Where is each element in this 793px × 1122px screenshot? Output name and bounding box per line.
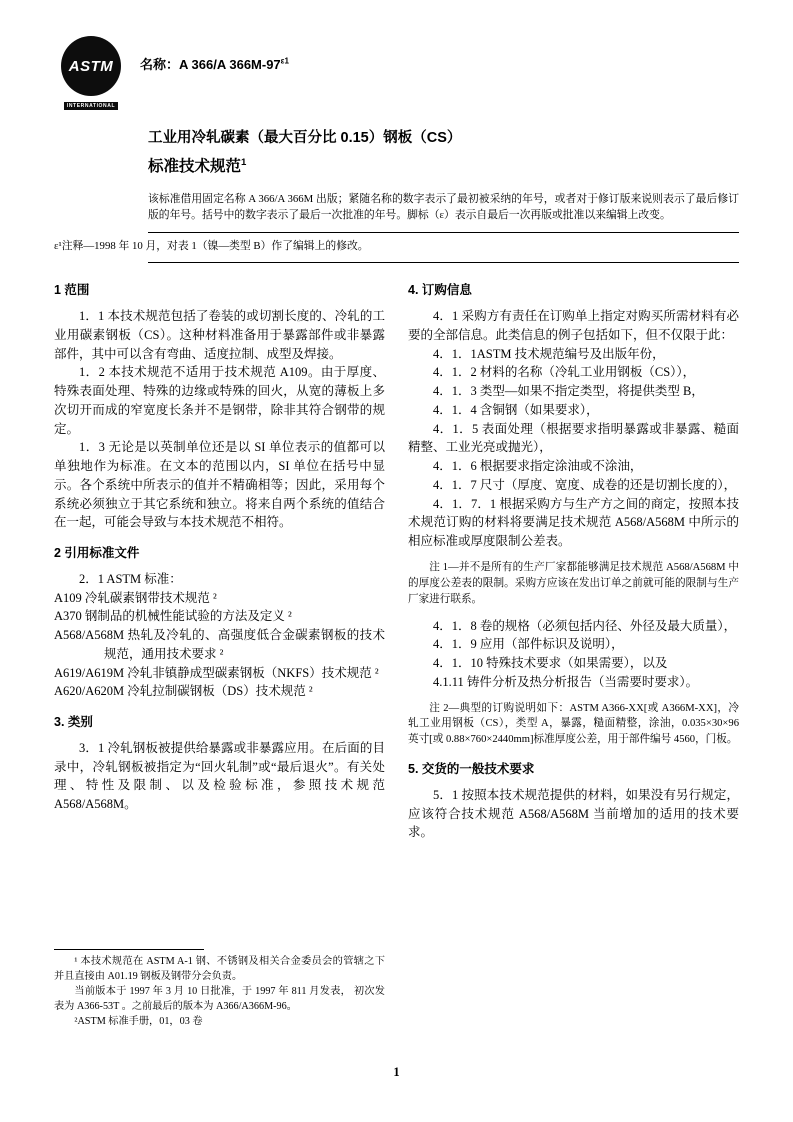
document-subtitle — [148, 154, 739, 176]
footnote-block — [54, 939, 385, 1029]
paragraph-1-2: 1．2 本技术规范不适用于技术规范 A109。由于厚度、特殊表面处理、特殊的边缘或特殊的回火，从宽的薄板上多次切开而成的窄宽度长条并不是钢带，除非其符合钢带的规定。 — [54, 365, 385, 436]
designation — [140, 54, 289, 73]
astm-seal-icon — [63, 38, 119, 94]
paragraph-4-1: 4．1 采购方有责任在订购单上指定对购买所需材料有必要的全部信息。此类信息的例子包括如下，但不仅限于此： — [408, 309, 739, 342]
horizontal-rule-top — [148, 232, 739, 233]
section-5-heading: 5. 交货的一般技术要求 — [408, 762, 535, 777]
document-header — [54, 38, 739, 112]
footnote-1: ¹ 本技术规范在 ASTM A-1 钢、不锈钢及相关合金委员会的管辖之下并且直接由 A01.19 钢板及钢带分会负责。 — [54, 956, 385, 983]
section-4-heading: 4. 订购信息 — [408, 283, 472, 298]
ordering-item: 4．1．1ASTM 技术规范编号及出版年份， — [433, 346, 665, 361]
footnote-separator — [54, 949, 204, 950]
reference-item: A109 冷轧碳素钢带技术规范 ² — [54, 590, 217, 605]
ordering-item: 4．1．6 根据要求指定涂油或不涂油， — [433, 459, 643, 474]
footnote-1-continued: 当前版本于 1997 年 3 月 10 日批准，于 1997 年 811 月发表， 初次发表为 A366-53T 。之前最后的版本为 A366/A366M-96。 — [54, 986, 385, 1012]
title-block — [148, 126, 739, 176]
left-column — [54, 281, 385, 1029]
ordering-item: 4．1．4 含铜钢（如果要求）， — [433, 402, 599, 417]
designation-superscript: ε1 — [280, 56, 289, 66]
ordering-item: 4．1．7 尺寸（厚度、宽度、成卷的还是切割长度的）， — [433, 477, 737, 492]
astm-logo — [54, 38, 128, 112]
section-2-heading: 2 引用标准文件 — [54, 546, 140, 561]
astm-logo-text: ASTM — [68, 57, 114, 75]
ordering-item: 4．1．3 类型—如果不指定类型，将提供类型 B， — [433, 384, 704, 399]
ordering-item: 4．1．2 材料的名称（冷轧工业用钢板（CS））， — [433, 365, 696, 380]
reference-item: A620/A620M 冷轧拉制碳钢板（DS）技术规范 ² — [54, 684, 313, 699]
ordering-item: 4．1．5 表面处理（根据要求指明暴露或非暴露、糙面精整、工业光亮或抛光）， — [408, 421, 739, 455]
ordering-item: 4．1．7．1 根据采购方与生产方之间的商定，按照本技术规范订购的材料将要满足技术规范 A568/A568M 中所示的相应标准或厚度限制公差表。 — [408, 496, 739, 549]
paragraph-2-1: 2．1 ASTM 标准： — [79, 571, 182, 586]
paragraph-3-1: 3．1 冷轧钢板被提供给暴露或非暴露应用。在后面的目录中，冷轧钢板被指定为“回火轧制”或“最后退火”。有关处理、特性及限制、以及检验标准，参照技术规范 A568/A568M。 — [54, 740, 385, 812]
horizontal-rule-bottom — [148, 262, 739, 263]
astm-logo-subtext: INTERNATIONAL — [64, 102, 118, 110]
document-subtitle-text: 标准技术规范 — [148, 158, 242, 175]
designation-label: 名称： — [140, 57, 180, 72]
epsilon-note: ε¹注释—1998 年 10 月，对表 1（镍—类型 B）作了编辑上的修改。 — [54, 240, 369, 253]
paragraph-1-3: 1．3 无论是以英制单位还是以 SI 单位表示的值都可以单独地作为标准。在文本的范围以内，SI 单位在括号中显示。各个系统中所表示的值并不精确相等；因此，采用每个系统必须独立于其它系统和独立。将来自两个系统的值结合在一起，可能会导致与本技术规范不相符。 — [54, 440, 385, 530]
paragraph-5-1: 5．1 按照本技术规范提供的材料，如果没有另行规定，应该符合技术规范 A568/A568M 当前增加的适用的技术要求。 — [408, 787, 739, 840]
document-title: 工业用冷轧碳素（最大百分比 0.15）钢板（CS） — [148, 130, 462, 146]
reference-item: A370 钢制品的机械性能试验的方法及定义 ² — [54, 609, 292, 624]
document-subtitle-footnote-ref: 1 — [241, 156, 247, 168]
section-1-heading: 1 范围 — [54, 283, 90, 298]
right-column — [408, 281, 739, 1029]
ordering-item: 4.1.11 铸件分析及热分析报告（当需要时要求）。 — [433, 674, 699, 689]
ordering-item: 4．1．10 特殊技术要求（如果需要），以及 — [433, 656, 668, 671]
ordering-item: 4．1．9 应用（部件标识及说明）， — [433, 637, 624, 652]
reference-item: A568/A568M 热轧及冷轧的、高强度低合金碳素钢板的技术规范，通用技术要求 ² — [54, 628, 385, 661]
section-3-heading: 3. 类别 — [54, 715, 93, 730]
note-2: 注 2—典型的订购说明如下：ASTM A366-XX[或 A366M-XX]，冷轧工业用钢板（CS），类型 A，暴露，糙面精整，涂油，0.035×30×96 英寸[或 0.88×760×2440mm]标准厚度公差，用于部件编号 4560，门板。 — [408, 702, 739, 746]
footnote-2: ²ASTM 标准手册，01，03 卷 — [74, 1015, 203, 1027]
reference-item: A619/A619M 冷轧非镇静成型碳素钢板（NKFS）技术规范 ² — [54, 665, 379, 680]
paragraph-1-1: 1．1 本技术规范包括了卷装的或切割长度的、冷轧的工业用碳素钢板（CS）。这种材料准备用于暴露部件或非暴露部件，其中可以含有弯曲、适度拉制、成型及焊接。 — [54, 309, 385, 361]
ordering-item: 4．1．8 卷的规格（必须包括内径、外径及最大质量）， — [433, 618, 737, 633]
note-1: 注 1—并不是所有的生产厂家都能够满足技术规范 A568/A568M 中的厚度公差表的限制。采购方应该在发出订单之前就可能的限制与生产厂家进行联系。 — [408, 561, 739, 605]
two-column-body — [54, 281, 739, 1029]
preamble-paragraph: 该标准借用固定名称 A 366/A 366M 出版；紧随名称的数字表示了最初被采纳的年号，或者对于修订版来说则表示了最后修订版的年号。括号中的数字表示了最后一次批准的年号。脚标（ε）表示自最后一次再版或批准以来编辑上改变。 — [148, 193, 739, 222]
designation-value: A 366/A 366M-97 — [179, 57, 281, 72]
page-number: 1 — [393, 1065, 400, 1079]
